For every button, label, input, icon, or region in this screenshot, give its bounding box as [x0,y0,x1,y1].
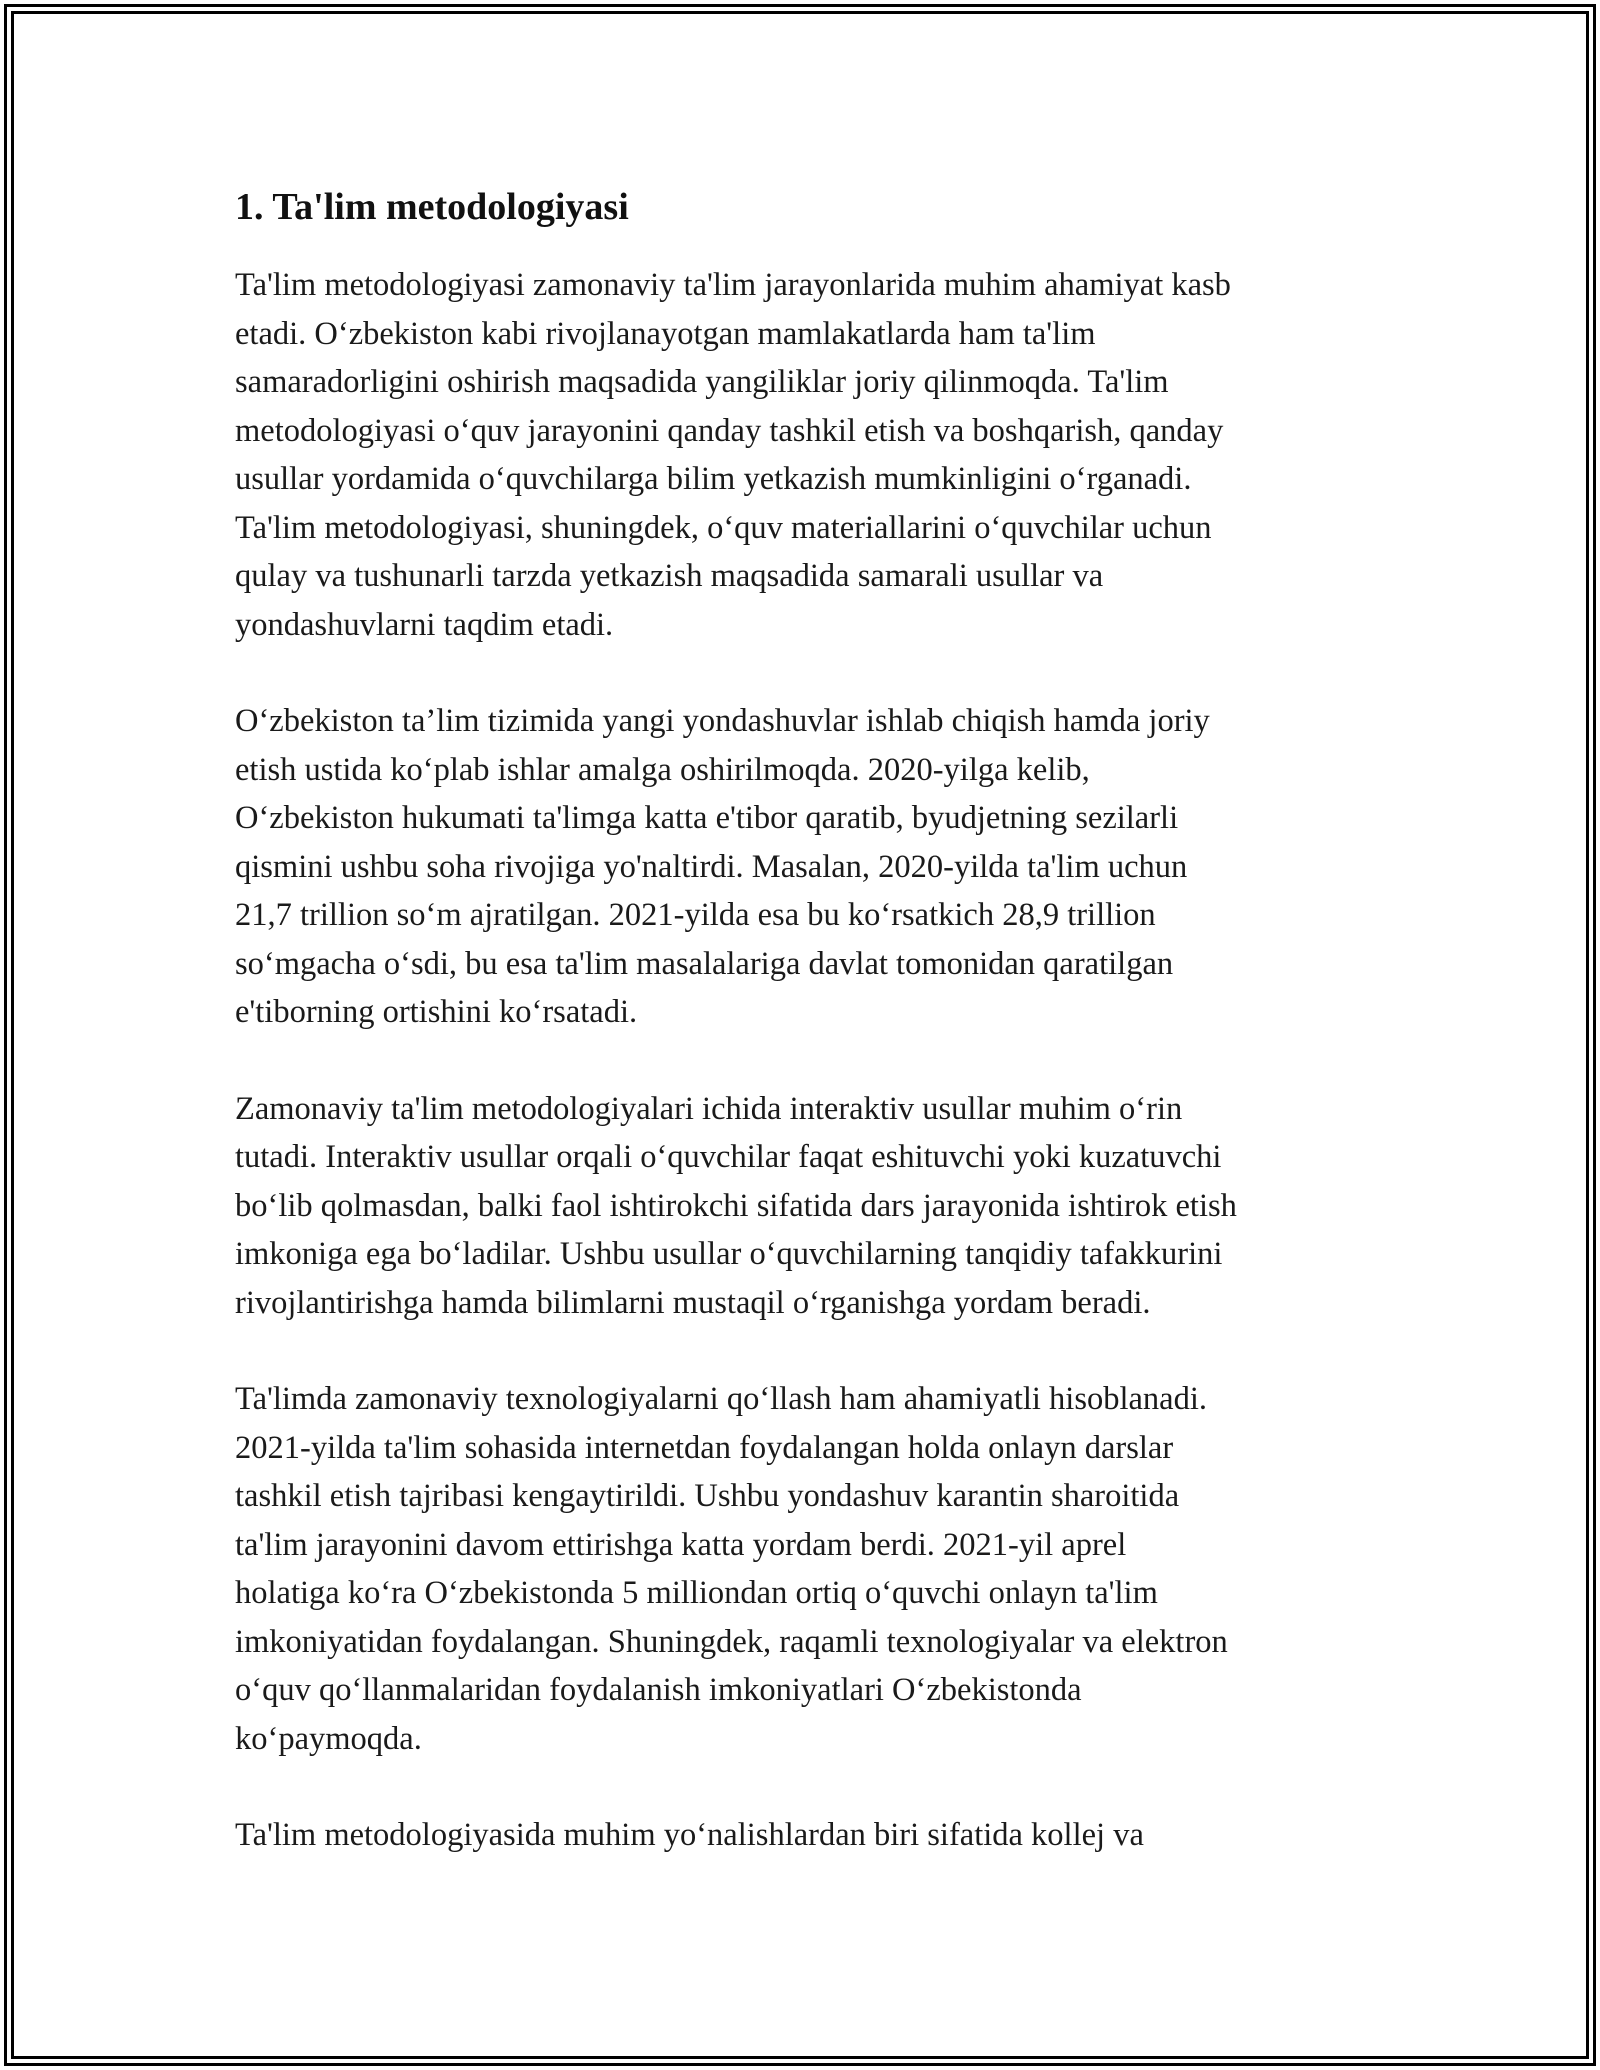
text-line: Ta'limda zamonaviy texnologiyalarni qo‘llash ham ahamiyatli hisoblanadi. [235,1381,1208,1417]
text-line: O‘zbekiston hukumati ta'limga katta e'tibor qaratib, byudjetning sezilarli [235,800,1179,836]
text-line: samaradorligini oshirish maqsadida yangiliklar joriy qilinmoqda. Ta'lim [235,364,1169,400]
text-line: Ta'lim metodologiyasi, shuningdek, o‘quv materiallarini o‘quvchilar uchun [235,509,1212,546]
text-line: 2021-yilda ta'lim sohasida internetdan foydalangan holda onlayn darslar [235,1429,1174,1466]
text-line: etish ustida ko‘plab ishlar amalga oshirilmoqda. 2020-yilga kelib, [235,751,1090,788]
text-line: Ta'lim metodologiyasida muhim yo‘nalishlardan biri sifatida kollej va [235,1817,1144,1853]
text-line: yondashuvlarni taqdim etadi. [235,606,614,643]
text-line: etadi. O‘zbekiston kabi rivojlanayotgan mamlakatlarda ham ta'lim [235,315,1096,352]
text-line: ko‘paymoqda. [235,1720,422,1757]
text-line: ta'lim jarayonini davom ettirishga katta yordam berdi. 2021-yil aprel [235,1526,1127,1563]
text-line: qismini ushbu soha rivojiga yo'naltirdi. Masalan, 2020-yilda ta'lim uchun [235,848,1188,885]
text-line: usullar yordamida o‘quvchilarga bilim yetkazish mumkinligini o‘rganadi. [235,461,1192,497]
text-line: imkoniga ega bo‘ladilar. Ushbu usullar o‘quvchilarning tanqidiy tafakkurini [235,1236,1223,1272]
text-line: Zamonaviy ta'lim metodologiyalari ichida interaktiv usullar muhim o‘rin [235,1090,1183,1127]
text-line: qulay va tushunarli tarzda yetkazish maqsadida samarali usullar va [235,558,1104,594]
text-line: bo‘lib qolmasdan, balki faol ishtirokchi sifatida dars jarayonida ishtirok etish [235,1187,1237,1224]
text-line: metodologiyasi o‘quv jarayonini qanday tashkil etish va boshqarish, qanday [235,412,1224,449]
paragraph-5 [235,1811,1385,1860]
text-line: Ta'lim metodologiyasi zamonaviy ta'lim jarayonlarida muhim ahamiyat kasb [235,267,1231,303]
text-line: O‘zbekiston ta’lim tizimida yangi yondashuvlar ishlab chiqish hamda joriy [235,703,1210,739]
text-line: imkoniyatidan foydalangan. Shuningdek, raqamli texnologiyalar va elektron [235,1623,1228,1660]
text-line: tashkil etish tajribasi kengaytirildi. Ushbu yondashuv karantin sharoitida [235,1478,1180,1514]
text-line: rivojlantirishga hamda bilimlarni mustaqil o‘rganishga yordam beradi. [235,1284,1151,1321]
text-line: so‘mgacha o‘sdi, bu esa ta'lim masalalariga davlat tomonidan qaratilgan [235,945,1174,982]
text-line: o‘quv qo‘llanmalaridan foydalanish imkoniyatlari O‘zbekistonda [235,1672,1082,1708]
paragraph-3 [235,1085,1385,1328]
paragraph-2 [235,697,1385,1037]
text-line: e'tiborning ortishini ko‘rsatadi. [235,994,638,1030]
section-heading: 1. Ta'lim metodologiyasi [235,186,629,228]
text-line: holatiga ko‘ra O‘zbekistonda 5 milliondan ortiq o‘quvchi onlayn ta'lim [235,1575,1158,1611]
text-line: 21,7 trillion so‘m ajratilgan. 2021-yilda esa bu ko‘rsatkich 28,9 trillion [235,897,1156,933]
paragraph-4 [235,1375,1385,1763]
paragraph-1 [235,261,1385,649]
document-body [235,185,1385,1908]
text-line: tutadi. Interaktiv usullar orqali o‘quvchilar faqat eshituvchi yoki kuzatuvchi [235,1139,1222,1175]
